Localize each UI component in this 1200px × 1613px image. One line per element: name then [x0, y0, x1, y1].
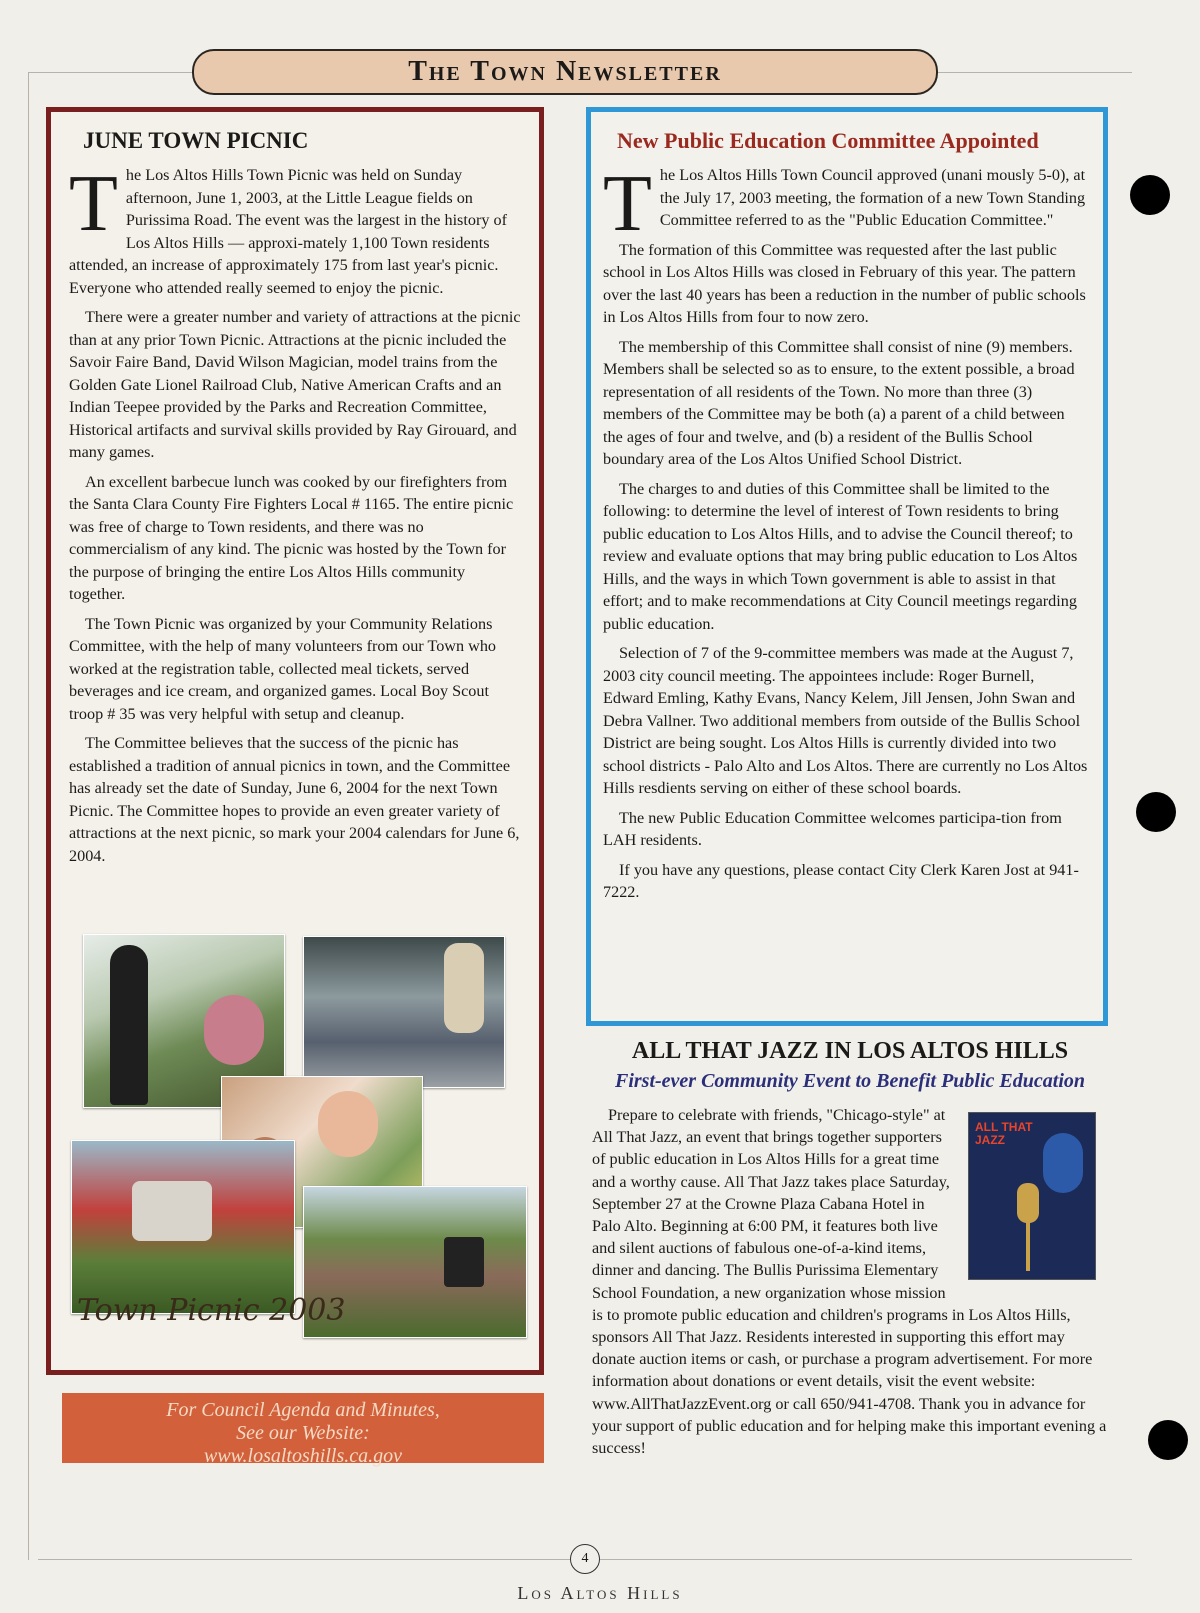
picnic-paragraph: An excellent barbecue lunch was cooked by our firefighters from the Santa Clara County Fire Fighters Local # 1165. The entire picnic was free of charge to Town residents, and there was no commercialism of any kind. The picnic was hosted by the Town for the purpose of bringing the entire Los Altos Hills community together.	[69, 472, 514, 603]
picnic-paragraph: The Los Altos Hills Town Picnic was held on Sunday afternoon, June 1, 2003, at the Little League fields on Purissima Road. The event was the largest in the history of Los Altos Hills — approxi-mately 1,100 Town residents attended, an increase of approximately 175 from last year's picnic. Everyone who attended really seemed to enjoy the picnic.	[69, 160, 507, 297]
microphone-icon	[1017, 1183, 1039, 1223]
education-dropcap: T	[603, 160, 652, 248]
jazz-poster-image	[968, 1112, 1096, 1280]
picnic-heading: JUNE TOWN PICNIC	[83, 128, 309, 153]
masthead-title: The Town Newsletter	[192, 49, 938, 95]
picnic-photo-trains	[303, 936, 505, 1088]
poster-title: ALL THAT JAZZ	[975, 1120, 1033, 1147]
picnic-body	[69, 160, 524, 874]
banner-line2: See our Website:	[236, 1422, 370, 1444]
page-number: 4	[570, 1544, 600, 1574]
frame-left	[28, 72, 29, 1560]
education-paragraph: The charges to and duties of this Committee shall be limited to the following: to determine the level of interest of Town residents to bring public education to Los Altos Hills, and to advise the Council thereof; to review and evaluate options that may bring public education to Los Altos Hills, and the ways in which Town government is able to assist in that effort; and to make recommendations at City Council meetings regarding public education.	[603, 479, 1078, 633]
footer-town-name: Los Altos Hills	[517, 1583, 683, 1603]
binder-hole	[1148, 1420, 1188, 1460]
jazz-body	[592, 1104, 1110, 1459]
picnic-photo-bouncehouse	[71, 1140, 295, 1314]
education-paragraph: The new Public Education Committee welcomes participa-tion from LAH residents.	[603, 808, 1062, 849]
picnic-article	[46, 107, 544, 1375]
website-banner	[62, 1393, 544, 1467]
jazz-heading: ALL THAT JAZZ IN LOS ALTOS HILLS	[631, 1038, 1069, 1064]
jazz-subheading: First-ever Community Event to Benefit Public Education	[614, 1070, 1085, 1092]
binder-hole	[1136, 792, 1176, 832]
banner-line1: For Council Agenda and Minutes,	[166, 1399, 440, 1421]
education-paragraph: The formation of this Committee was requested after the last public school in Los Altos Hills was closed in February of this year. The pattern over the last 40 years has been a reduction in the number of public schools in Los Altos Hills from four to now zero.	[603, 240, 1086, 326]
jazz-paragraph: Prepare to celebrate with friends, "Chicago-style" at All That Jazz, an event that brings together supporters of public education in Los Altos Hills for a great time and a worthy cause. All That Jazz takes place Saturday, September 27 at the Crowne Plaza Cabana Hotel in Palo Alto. Beginning at 6:00 PM, it features both live and silent auctions of fabulous one-of-a-kind items, dinner and dancing. The Bullis Purissima Elementary School Foundation, a new organization whose mission is to promote public education and children's programs in Los Altos Hills, sponsors All That Jazz. Residents interested in supporting this effort may donate auction items or cash, or purchase a program advertisement. For more information about donations or event details, visit the event website: www.AllThatJazzEvent.org or call 650/941-4708. Thank you in advance for your support of public education and for helping make this important evening a success!	[592, 1106, 1107, 1458]
education-paragraph: Selection of 7 of the 9-committee members was made at the August 7, 2003 city council meeting. The appointees include: Roger Burnell, Edward Emling, Kathy Evans, Nancy Kelem, Jill Jensen, John Swan and Debra Vallner. Two additional members from outside of the Bullis School District are being sought. Los Altos Hills is currently divided into two school districts - Palo Alto and Los Altos. There are currently no Los Altos Hills resdients serving on either of these school boards.	[603, 644, 1088, 797]
picnic-dropcap: T	[69, 160, 118, 248]
education-paragraph: The Los Altos Hills Town Council approved (unani mously 5-0), at the July 17, 2003 meeting, the formation of a new Town Standing Committee referred to as the "Public Education Committee."	[603, 160, 1086, 248]
education-heading: New Public Education Committee Appointed	[617, 128, 1039, 153]
picnic-paragraph: The Town Picnic was organized by your Community Relations Committee, with the help of many volunteers from our Town who worked at the registration table, collected meal tickets, served beverages and ice cream, and organized games. Local Boy Scout troop # 35 was very helpful with setup and cleanup.	[69, 614, 497, 723]
binder-hole	[1130, 175, 1170, 215]
education-body	[603, 160, 1088, 911]
photo-caption: Town Picnic 2003	[77, 1293, 346, 1328]
frame-top-left	[28, 72, 192, 73]
picnic-paragraph: The Committee believes that the success of the picnic has established a tradition of annual picnics in town, and the Committee has already set the date of Sunday, June 6, 2004 for the next Town Picnic. The Committee hopes to provide an even greater variety of attractions at the next picnic, so mark your 2004 calendars for June 6, 2004.	[69, 734, 520, 865]
banner-website-link[interactable]: www.losaltoshills.ca.gov	[204, 1445, 402, 1467]
frame-top-right	[936, 72, 1132, 73]
education-paragraph: The membership of this Committee shall consist of nine (9) members. Members shall be selected so as to ensure, to the extent possible, a broad representation of all residents of the Town. No more than three (3) members of the Committee may be both (a) a parent of a child between the ages of four and twelve, and (b) a resident of the Bullis School boundary area of the Los Altos Unified School District.	[603, 337, 1075, 468]
education-paragraph: If you have any questions, please contact City Clerk Karen Jost at 941-7222.	[603, 860, 1079, 901]
education-article	[586, 107, 1108, 1026]
picnic-paragraph: There were a greater number and variety of attractions at the picnic than at any prior Town Picnic. Attractions at the picnic included the Savoir Faire Band, David Wilson Magician, model trains from the Golden Gate Lionel Railroad Club, Native American Crafts and an Indian Teepee provided by the Parks and Recreation Committee, Historical artifacts and survival skills provided by Ray Girouard, and many games.	[69, 308, 521, 461]
